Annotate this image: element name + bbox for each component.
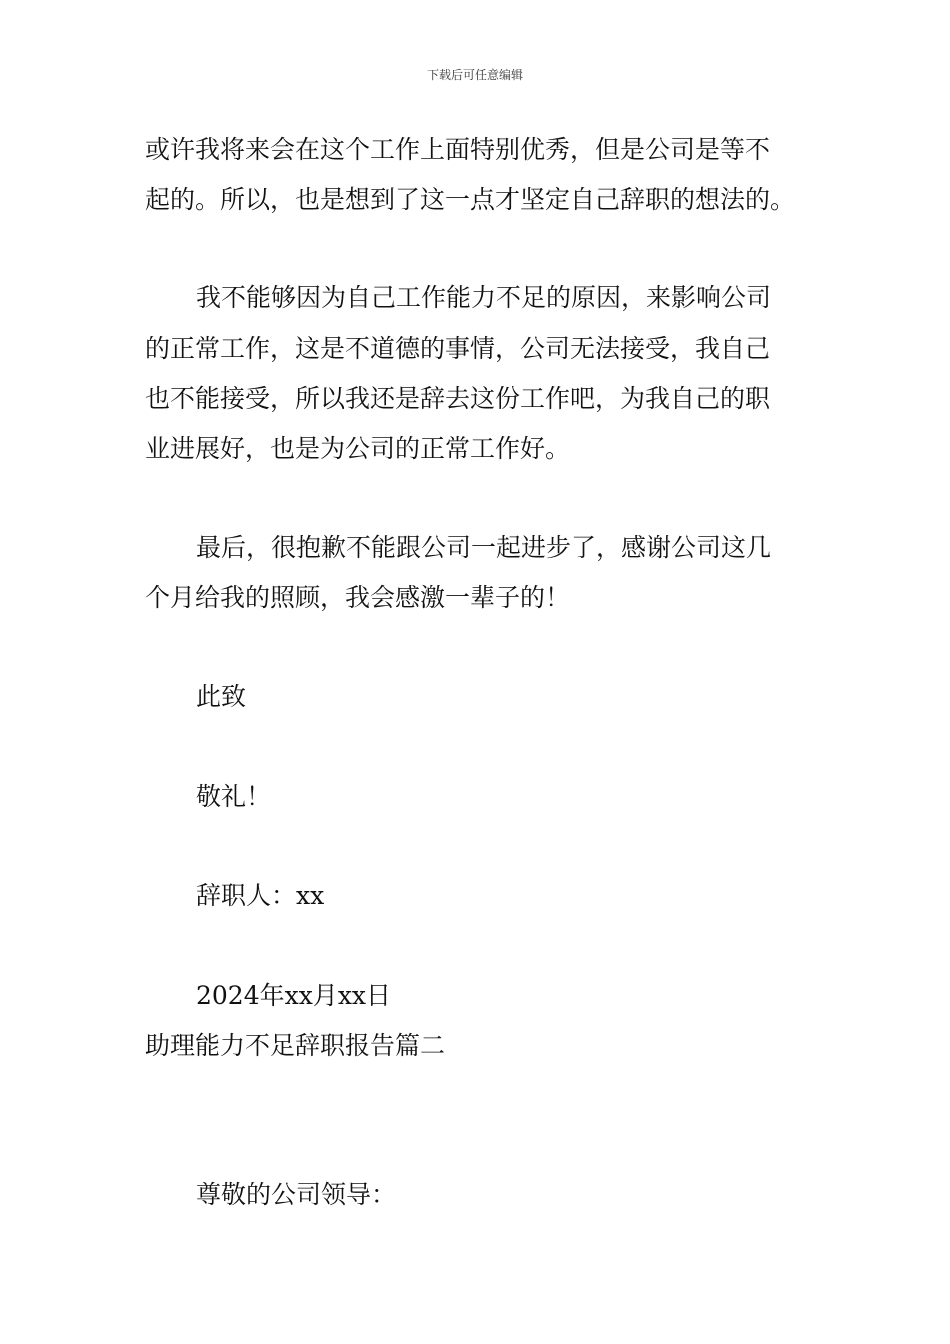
salutation: 尊敬的公司领导：	[196, 1180, 397, 1209]
closing-line-1: 此致	[196, 682, 247, 711]
section-title: 助理能力不足辞职报告篇二	[145, 1031, 446, 1060]
closing-line-2: 敬礼！	[196, 782, 272, 811]
paragraph-1-line-2: 起的。所以，也是想到了这一点才坚定自己辞职的想法的。	[145, 185, 796, 214]
paragraph-2-line-4: 业进展好，也是为公司的正常工作好。	[145, 434, 571, 463]
paragraph-1-line-1: 或许我将来会在这个工作上面特别优秀，但是公司是等不	[145, 135, 771, 164]
paragraph-3-line-1: 最后，很抱歉不能跟公司一起进步了，感谢公司这几	[196, 533, 772, 562]
paragraph-2-line-3: 也不能接受，所以我还是辞去这份工作吧，为我自己的职	[145, 384, 771, 413]
date-line: 2024年xx月xx日	[196, 981, 392, 1010]
paragraph-2-line-1: 我不能够因为自己工作能力不足的原因，来影响公司	[196, 283, 772, 312]
header-note: 下载后可任意编辑	[426, 68, 523, 82]
paragraph-3-line-2: 个月给我的照顾，我会感激一辈子的！	[145, 583, 571, 612]
signer-line: 辞职人：xx	[196, 881, 325, 910]
paragraph-2-line-2: 的正常工作，这是不道德的事情，公司无法接受，我自己	[145, 334, 771, 363]
